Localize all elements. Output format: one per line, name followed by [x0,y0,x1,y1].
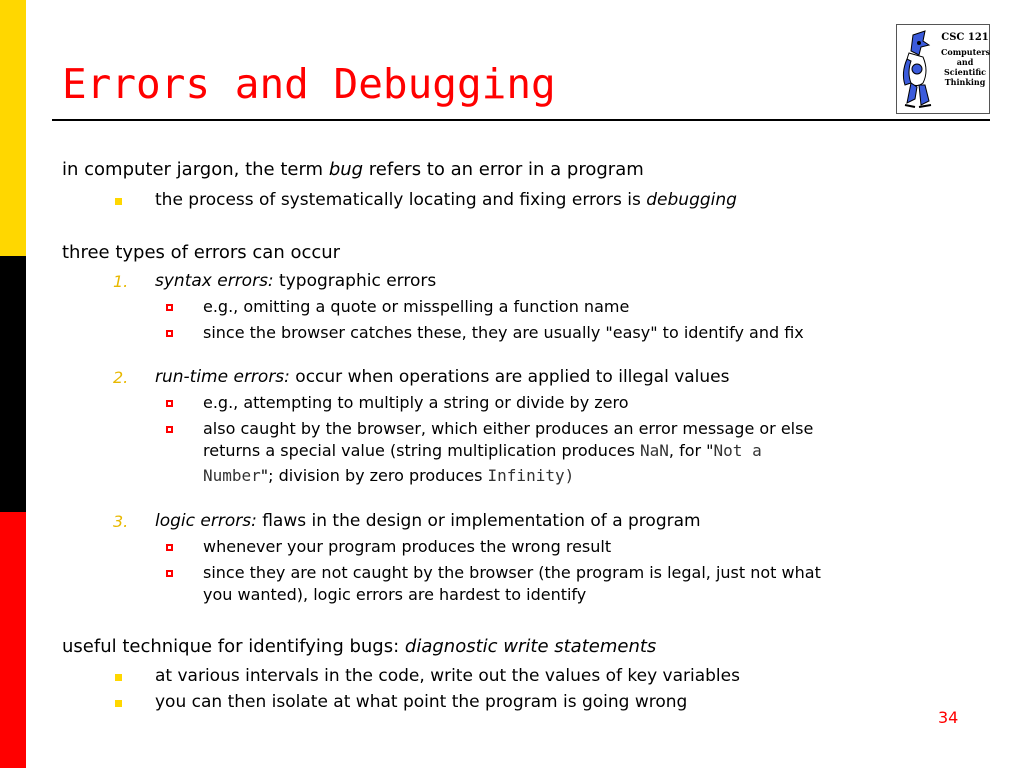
code-infinity: Infinity) [487,466,575,485]
square-bullet-icon [115,674,122,681]
item-runtime-errors: run-time errors: occur when operations are applied to illegal values [155,367,730,387]
bullet-bug-definition: in computer jargon, the term bug refers to an error in a program [62,159,644,180]
runtime-detail-line1: also caught by the browser, which either produces an error message or else [203,419,814,438]
hollow-square-bullet-icon [166,330,173,337]
list-number-3: 3. [113,512,129,531]
square-bullet-icon [115,198,122,205]
code-nan: NaN [640,441,669,460]
logo-course-code: CSC 121 [941,32,989,43]
bullet-useful-technique: useful technique for identifying bugs: diagnostic write statements [62,636,657,657]
item-logic-errors: logic errors: flaws in the design or implementation of a program [155,511,701,531]
logic-detail-line2: you wanted), logic errors are hardest to identify [203,585,587,604]
hollow-square-bullet-icon [166,544,173,551]
logo-line-thinking: Thinking [944,77,986,87]
bullet-debugging-definition: the process of systematically locating and fixing errors is debugging [155,190,737,210]
syntax-detail: since the browser catches these, they are usually "easy" to identify and fix [203,323,804,342]
bullet-three-types: three types of errors can occur [62,242,341,263]
runtime-detail-line3: Number"; division by zero produces Infinity) [203,466,575,485]
hollow-square-bullet-icon [166,304,173,311]
item-syntax-errors: syntax errors: typographic errors [155,271,437,291]
hollow-square-bullet-icon [166,570,173,577]
logic-example: whenever your program produces the wrong result [203,537,612,556]
technique-step2: you can then isolate at what point the program is going wrong [155,692,688,712]
logo-line-computers: Computers [941,47,991,57]
logo-line-and: and [956,57,974,67]
hollow-square-bullet-icon [166,426,173,433]
term-debugging: debugging [646,190,737,210]
term-diagnostic-write: diagnostic write statements [404,636,657,657]
list-number-2: 2. [113,368,129,387]
hollow-square-bullet-icon [166,400,173,407]
technique-step1: at various intervals in the code, write out the values of key variables [155,666,740,686]
list-number-1: 1. [113,272,129,291]
square-bullet-icon [115,700,122,707]
logo-line-scientific: Scientific [943,67,986,77]
page-number: 34 [938,708,959,727]
syntax-example: e.g., omitting a quote or misspelling a function name [203,297,630,316]
runtime-detail-line2: returns a special value (string multiplication produces NaN, for "Not a [203,441,762,460]
term-bug: bug [328,159,364,180]
slide-title: Errors and Debugging [62,60,556,108]
logic-detail-line1: since they are not caught by the browser (the program is legal, just not what [203,563,821,582]
runtime-example: e.g., attempting to multiply a string or divide by zero [203,393,629,412]
